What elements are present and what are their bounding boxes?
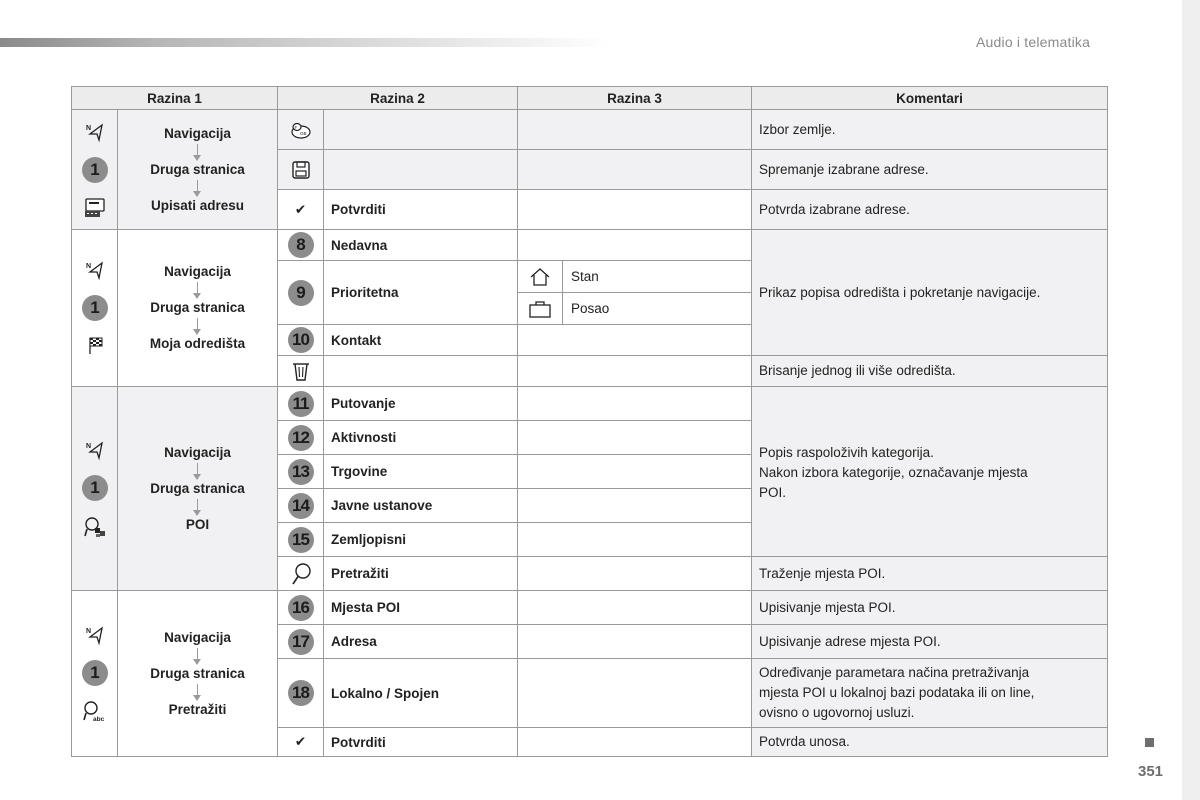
magnifier-icon — [290, 562, 312, 586]
header-razina-3: Razina 3 — [518, 87, 752, 110]
path-my-destinations: Moja odredišta — [149, 336, 246, 351]
step-1-badge: 1 — [82, 295, 108, 321]
level2-badge-cell — [278, 625, 324, 659]
level2-icon-cell — [278, 557, 324, 591]
path-navigation: Navigacija — [164, 444, 231, 460]
level1-path-cell — [118, 110, 278, 230]
comment-cell: Brisanje jednog ili više odredišta. — [752, 356, 1108, 387]
level2-label: Aktivnosti — [324, 421, 518, 455]
comment-cell: Upisivanje adrese mjesta POI. — [752, 625, 1108, 659]
level2-badge-cell — [278, 659, 324, 728]
comment-line: Popis raspoloživih kategorija. — [759, 445, 934, 460]
path-second-page: Druga stranica — [150, 161, 245, 177]
level3-cell — [518, 728, 752, 757]
level2-badge-cell — [278, 230, 324, 261]
level1-icons-cell — [72, 591, 118, 757]
level1-icons-cell — [72, 230, 118, 387]
level2-icon-cell — [278, 110, 324, 150]
level3-cell — [518, 387, 752, 421]
level2-badge-cell — [278, 591, 324, 625]
comment-cell — [752, 387, 1108, 557]
svg-text:abc: abc — [92, 715, 104, 723]
level3-cell — [518, 489, 752, 523]
level3-cell — [518, 190, 752, 230]
page-marker-square — [1145, 738, 1154, 747]
down-arrow-icon — [197, 684, 198, 698]
level3-cell — [518, 150, 752, 190]
step-badge: 17 — [288, 629, 314, 655]
level2-label: Potvrditi — [324, 728, 518, 757]
down-arrow-icon — [197, 318, 198, 332]
svg-text:GB: GB — [299, 130, 307, 136]
comment-cell: Prikaz popisa odredišta i pokretanje navigacije. — [752, 230, 1108, 356]
table-row — [72, 387, 1108, 421]
down-arrow-icon — [197, 180, 198, 194]
down-arrow-icon — [197, 144, 198, 158]
step-badge: 12 — [288, 425, 314, 451]
level3-cell — [518, 110, 752, 150]
address-entry-icon — [83, 197, 107, 219]
navigation-arrow-icon — [84, 259, 106, 281]
page-number: 351 — [1138, 763, 1164, 780]
level2-badge-cell — [278, 387, 324, 421]
level1-icons-cell — [72, 110, 118, 230]
svg-text:N: N — [85, 442, 91, 450]
path-second-page: Druga stranica — [150, 665, 245, 681]
step-1-badge: 1 — [82, 475, 108, 501]
step-badge: 16 — [288, 595, 314, 621]
path-second-page: Druga stranica — [150, 480, 245, 496]
path-navigation: Navigacija — [164, 629, 231, 645]
level2-label: Mjesta POI — [324, 591, 518, 625]
level1-path-cell — [118, 387, 278, 591]
navigation-arrow-icon — [84, 624, 106, 646]
level2-label: Adresa — [324, 625, 518, 659]
svg-text:F: F — [294, 124, 297, 130]
search-abc-icon — [82, 700, 108, 724]
comment-cell: Spremanje izabrane adrese. — [752, 150, 1108, 190]
table-row — [72, 110, 1108, 150]
level2-label: Javne ustanove — [324, 489, 518, 523]
level3-cell — [518, 325, 752, 356]
step-badge: 15 — [288, 527, 314, 553]
level3-cell — [518, 455, 752, 489]
level2-label — [324, 356, 518, 387]
level2-label — [324, 110, 518, 150]
down-arrow-icon — [197, 463, 198, 477]
level3-item-home — [518, 261, 751, 292]
briefcase-icon — [528, 299, 552, 319]
level3-cell — [518, 625, 752, 659]
level2-label: Potvrditi — [324, 190, 518, 230]
comment-cell — [752, 659, 1108, 728]
level3-cell — [518, 421, 752, 455]
level1-path-cell — [118, 591, 278, 757]
step-badge: 14 — [288, 493, 314, 519]
header-komentari: Komentari — [752, 87, 1108, 110]
table-row — [72, 591, 1108, 625]
level3-cell — [518, 591, 752, 625]
header-gradient-bar — [0, 38, 610, 47]
checkered-flag-icon — [84, 335, 106, 357]
comment-line: mjesta POI u lokalnoj bazi podataka ili on line, — [759, 685, 1035, 700]
step-1-badge: 1 — [82, 157, 108, 183]
level2-badge-cell — [278, 261, 324, 325]
comment-line: Nakon izbora kategorije, označavanje mjesta — [759, 465, 1028, 480]
level1-path-cell — [118, 230, 278, 387]
path-navigation: Navigacija — [164, 264, 231, 279]
level2-badge-cell — [278, 455, 324, 489]
level3-cell — [518, 356, 752, 387]
level3-label: Stan — [571, 269, 599, 284]
step-badge: 11 — [288, 391, 314, 417]
path-search: Pretražiti — [168, 701, 227, 717]
down-arrow-icon — [197, 499, 198, 513]
level2-label: Lokalno / Spojen — [324, 659, 518, 728]
level3-subtable — [518, 261, 752, 325]
level2-label — [324, 150, 518, 190]
level2-badge-cell — [278, 421, 324, 455]
menu-structure-table — [71, 86, 1108, 757]
step-1-badge: 1 — [82, 660, 108, 686]
country-flag-icon — [288, 119, 314, 141]
trash-icon — [291, 360, 311, 382]
level3-label: Posao — [571, 301, 610, 316]
level2-label: Putovanje — [324, 387, 518, 421]
step-badge: 8 — [288, 232, 314, 258]
level2-label: Nedavna — [324, 230, 518, 261]
header-razina-2: Razina 2 — [278, 87, 518, 110]
level3-cell — [518, 523, 752, 557]
level3-cell — [518, 230, 752, 261]
step-badge: 18 — [288, 680, 314, 706]
comment-cell: Izbor zemlje. — [752, 110, 1108, 150]
checkmark-icon: ✔ — [278, 728, 324, 757]
table-header-row — [72, 87, 1108, 110]
comment-cell: Upisivanje mjesta POI. — [752, 591, 1108, 625]
comment-line: ovisno o ugovornoj usluzi. — [759, 705, 915, 720]
poi-search-icon — [83, 515, 107, 539]
comment-cell: Traženje mjesta POI. — [752, 557, 1108, 591]
svg-text:N: N — [85, 263, 91, 270]
down-arrow-icon — [197, 282, 198, 296]
level3-cell — [518, 659, 752, 728]
level2-label: Pretražiti — [324, 557, 518, 591]
level2-label: Kontakt — [324, 325, 518, 356]
level2-icon-cell — [278, 150, 324, 190]
comment-line: Određivanje parametara načina pretraživanja — [759, 665, 1030, 680]
level3-cell — [518, 557, 752, 591]
path-poi: POI — [185, 516, 210, 532]
page-edge-strip — [1182, 0, 1200, 800]
step-badge: 13 — [288, 459, 314, 485]
table-row — [72, 230, 1108, 261]
checkmark-icon: ✔ — [278, 190, 324, 230]
level3-item-work — [518, 292, 751, 324]
home-icon — [529, 267, 551, 287]
section-title: Audio i telematika — [976, 34, 1091, 50]
comment-line: POI. — [759, 485, 787, 500]
down-arrow-icon — [197, 648, 198, 662]
navigation-arrow-icon — [84, 121, 106, 143]
svg-text:N: N — [85, 627, 91, 635]
level2-label: Zemljopisni — [324, 523, 518, 557]
step-badge: 9 — [288, 280, 314, 306]
header-razina-1: Razina 1 — [72, 87, 278, 110]
path-navigation: Navigacija — [164, 125, 231, 141]
level2-icon-cell — [278, 356, 324, 387]
level2-badge-cell — [278, 325, 324, 356]
level2-label: Prioritetna — [324, 261, 518, 325]
svg-text:N: N — [85, 124, 91, 132]
comment-cell: Potvrda unosa. — [752, 728, 1108, 757]
level2-badge-cell — [278, 523, 324, 557]
navigation-arrow-icon — [84, 439, 106, 461]
step-badge: 10 — [288, 327, 314, 353]
level2-label: Trgovine — [324, 455, 518, 489]
level2-badge-cell — [278, 489, 324, 523]
level1-icons-cell — [72, 387, 118, 591]
path-enter-address: Upisati adresu — [150, 197, 245, 213]
comment-cell: Potvrda izabrane adrese. — [752, 190, 1108, 230]
save-floppy-icon — [290, 159, 312, 181]
path-second-page: Druga stranica — [150, 300, 245, 315]
